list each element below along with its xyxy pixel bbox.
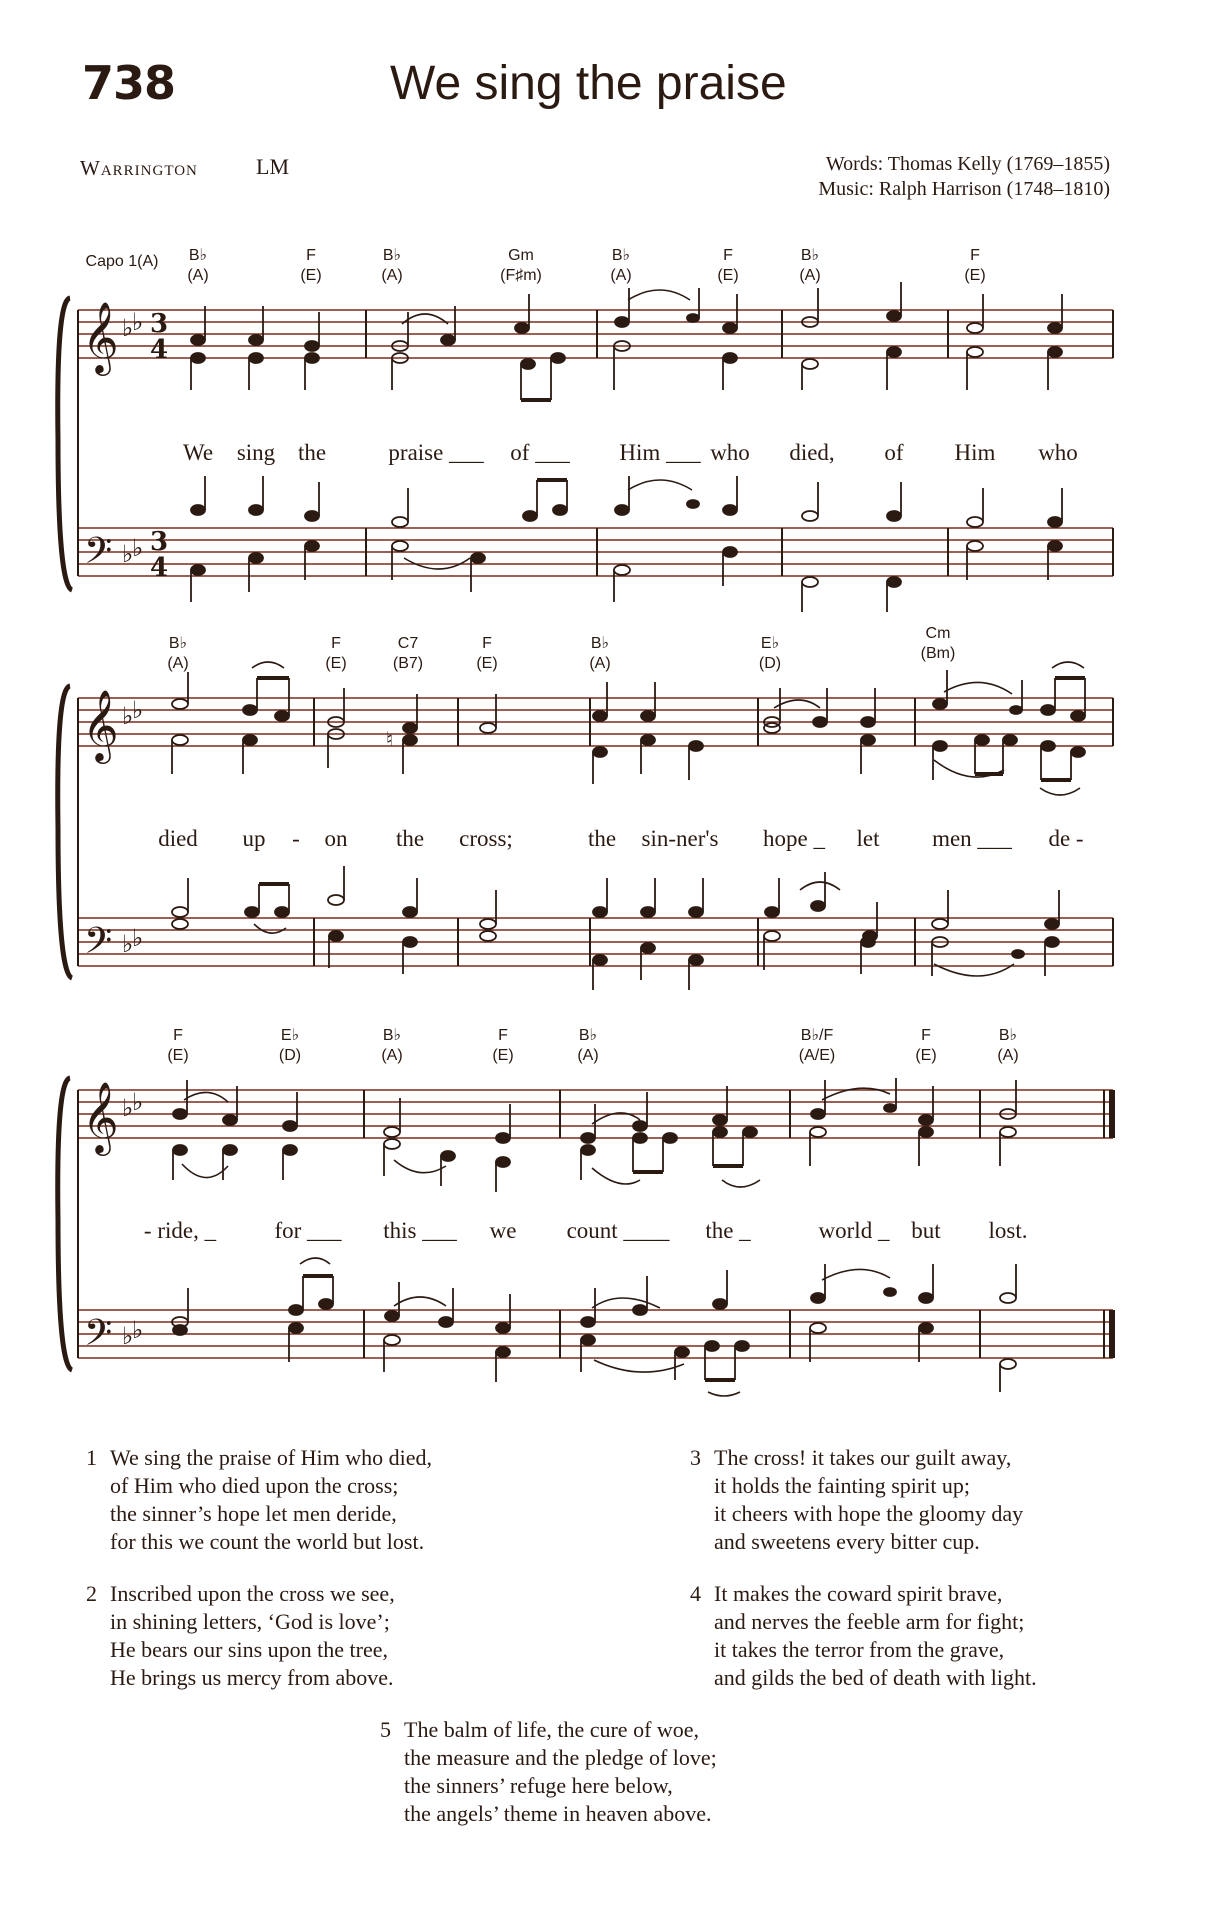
lyric-syllable: hope _ bbox=[763, 826, 825, 851]
verse-line: The cross! it takes our guilt away, bbox=[714, 1445, 1012, 1470]
chord-symbol: B♭ (A) bbox=[187, 247, 209, 284]
verse-line: He bears our sins upon the tree, bbox=[110, 1637, 388, 1662]
verse-line: it cheers with hope the gloomy day bbox=[714, 1501, 1024, 1526]
verse-4 bbox=[690, 1580, 1037, 1692]
svg-text:♭: ♭ bbox=[122, 1096, 134, 1122]
chord-symbol: B♭ (A) bbox=[577, 1027, 599, 1064]
verse-number: 4 bbox=[690, 1581, 701, 1606]
svg-text:3: 3 bbox=[150, 309, 169, 339]
lyric-syllable: who bbox=[710, 440, 750, 465]
verse-line: He brings us mercy from above. bbox=[110, 1665, 394, 1690]
chord-symbol: F (E) bbox=[325, 635, 347, 672]
verse-line: of Him who died upon the cross; bbox=[110, 1473, 399, 1498]
chord-symbol: B♭ (A) bbox=[997, 1027, 1019, 1064]
svg-text:♭: ♭ bbox=[132, 1318, 144, 1344]
lyric-syllable: died, bbox=[789, 440, 835, 465]
chord-symbol: F (E) bbox=[492, 1027, 514, 1064]
verse-line: it holds the fainting spirit up; bbox=[714, 1473, 971, 1498]
capo-label: Capo 1(A) bbox=[85, 253, 159, 270]
lyric-syllable: the bbox=[587, 826, 617, 851]
svg-text:♭: ♭ bbox=[132, 310, 144, 336]
lyric-syllable: this ___ bbox=[383, 1218, 457, 1243]
svg-text:♮: ♮ bbox=[386, 729, 394, 751]
grand-staff bbox=[0, 1020, 1226, 1400]
lyric-syllable: up bbox=[242, 826, 266, 851]
lyric-syllable: of bbox=[884, 440, 904, 465]
svg-text:𝄢: 𝄢 bbox=[84, 1312, 113, 1363]
lyric-syllable: de - bbox=[1048, 826, 1084, 851]
lyric-syllable: died bbox=[158, 826, 198, 851]
lyric-syllable: cross; bbox=[459, 826, 513, 851]
lyric-syllable: - bbox=[292, 826, 300, 851]
chord-symbol: F (E) bbox=[717, 247, 739, 284]
verse-number: 1 bbox=[86, 1445, 97, 1470]
svg-text:𝄢: 𝄢 bbox=[84, 530, 113, 581]
svg-text:♭: ♭ bbox=[122, 1324, 134, 1350]
lyric-syllable: who bbox=[1038, 440, 1078, 465]
svg-text:♭: ♭ bbox=[132, 1090, 144, 1116]
chord-symbol: Cm (Bm) bbox=[920, 625, 956, 662]
chord-symbol: C7 (B7) bbox=[392, 635, 424, 672]
svg-text:♭: ♭ bbox=[122, 542, 134, 568]
svg-text:4: 4 bbox=[150, 335, 169, 365]
chord-symbol: B♭ (A) bbox=[589, 635, 611, 672]
chord-symbol: E♭ (D) bbox=[278, 1027, 302, 1064]
verse-line: It makes the coward spirit brave, bbox=[714, 1581, 1003, 1606]
verse-line: in shining letters, ‘God is love’; bbox=[110, 1609, 390, 1634]
svg-text:𝄞: 𝄞 bbox=[82, 1080, 119, 1153]
lyric-syllable: Him ___ bbox=[619, 440, 701, 465]
tune-name-text: Warrington bbox=[80, 156, 198, 180]
lyric-syllable: for ___ bbox=[274, 1218, 342, 1243]
lyric-syllable: sing bbox=[236, 440, 276, 465]
svg-text:♭: ♭ bbox=[132, 698, 144, 724]
verse-line: Inscribed upon the cross we see, bbox=[110, 1581, 395, 1606]
credits bbox=[818, 152, 1110, 202]
verse-line: the sinners’ refuge here below, bbox=[404, 1773, 673, 1798]
words-credit: Words: Thomas Kelly (1769–1855) bbox=[825, 153, 1110, 175]
chord-symbol: F (E) bbox=[964, 247, 986, 284]
chord-symbol: Gm (F♯m) bbox=[500, 247, 542, 284]
hymn-title: We sing the praise bbox=[390, 57, 787, 110]
lyric-syllable: world _ bbox=[818, 1218, 890, 1243]
lyric-syllable: Him bbox=[954, 440, 996, 465]
verse-3 bbox=[690, 1444, 1024, 1556]
music-system-3 bbox=[0, 1020, 1226, 1400]
chord-symbol: F (E) bbox=[915, 1027, 937, 1064]
lyric-syllable: but bbox=[911, 1218, 941, 1243]
hymn-number: 738 bbox=[82, 56, 176, 110]
tune-name bbox=[80, 156, 198, 181]
verse-5 bbox=[380, 1716, 717, 1828]
verse-number: 5 bbox=[380, 1717, 391, 1742]
chord-symbol: B♭ (A) bbox=[610, 247, 632, 284]
verse-2 bbox=[86, 1580, 395, 1692]
music-credit: Music: Ralph Harrison (1748–1810) bbox=[818, 178, 1110, 200]
lyric-syllable: we bbox=[489, 1218, 517, 1243]
verse-line: the sinner’s hope let men deride, bbox=[110, 1501, 397, 1526]
verse-line: The balm of life, the cure of woe, bbox=[404, 1717, 700, 1742]
lyric-syllable: the bbox=[297, 440, 327, 465]
chord-symbol: B♭ (A) bbox=[381, 247, 403, 284]
verse-number: 3 bbox=[690, 1445, 701, 1470]
lyric-syllable: lost. bbox=[988, 1218, 1028, 1243]
music-system-1 bbox=[0, 240, 1226, 620]
verse-line: and sweetens every bitter cup. bbox=[714, 1529, 980, 1554]
verse-line: and gilds the bed of death with light. bbox=[714, 1665, 1037, 1690]
lyric-syllable: men ___ bbox=[932, 826, 1012, 851]
chord-symbol: B♭ (A) bbox=[381, 1027, 403, 1064]
verse-number: 2 bbox=[86, 1581, 97, 1606]
lyric-syllable: praise ___ bbox=[388, 440, 484, 465]
chord-symbol: E♭ (D) bbox=[758, 635, 782, 672]
lyric-syllable: of ___ bbox=[510, 440, 570, 465]
verse-line: the measure and the pledge of love; bbox=[404, 1745, 717, 1770]
svg-text:♭: ♭ bbox=[132, 536, 144, 562]
svg-text:3: 3 bbox=[150, 527, 169, 557]
chord-symbol: B♭/F (A/E) bbox=[798, 1027, 836, 1064]
lyric-syllable: We bbox=[182, 440, 214, 465]
grand-staff bbox=[0, 240, 1226, 620]
chord-symbol: B♭ (A) bbox=[799, 247, 821, 284]
chord-symbol: B♭ (A) bbox=[167, 635, 189, 672]
music-system-2 bbox=[0, 625, 1226, 998]
lyric-syllable: the bbox=[395, 826, 425, 851]
svg-text:♭: ♭ bbox=[122, 932, 134, 958]
lyric-syllable: the _ bbox=[705, 1218, 751, 1243]
lyric-syllable: - ride, _ bbox=[143, 1218, 217, 1243]
svg-text:𝄢: 𝄢 bbox=[84, 920, 113, 971]
lyric-syllable: let bbox=[856, 826, 880, 851]
verse-line: We sing the praise of Him who died, bbox=[110, 1445, 433, 1470]
svg-text:4: 4 bbox=[150, 553, 169, 583]
grand-staff bbox=[0, 628, 1226, 998]
verse-line: it takes the terror from the grave, bbox=[714, 1637, 1005, 1662]
verse-1 bbox=[86, 1444, 433, 1556]
meter: LM bbox=[256, 154, 289, 179]
svg-text:𝄞: 𝄞 bbox=[82, 300, 119, 373]
lyric-syllable: sin-ner's bbox=[641, 826, 719, 851]
verse-line: the angels’ theme in heaven above. bbox=[404, 1801, 712, 1826]
svg-text:♭: ♭ bbox=[122, 316, 134, 342]
svg-text:♭: ♭ bbox=[132, 926, 144, 952]
chord-symbol: F (E) bbox=[476, 635, 498, 672]
chord-symbol: F (E) bbox=[167, 1027, 189, 1064]
svg-text:𝄞: 𝄞 bbox=[82, 688, 119, 761]
lyric-syllable: count ____ bbox=[566, 1218, 670, 1243]
verse-line: and nerves the feeble arm for fight; bbox=[714, 1609, 1025, 1634]
chord-symbol: F (E) bbox=[300, 247, 322, 284]
svg-text:♭: ♭ bbox=[122, 704, 134, 730]
lyric-syllable: on bbox=[324, 826, 348, 851]
verse-line: for this we count the world but lost. bbox=[110, 1529, 425, 1554]
